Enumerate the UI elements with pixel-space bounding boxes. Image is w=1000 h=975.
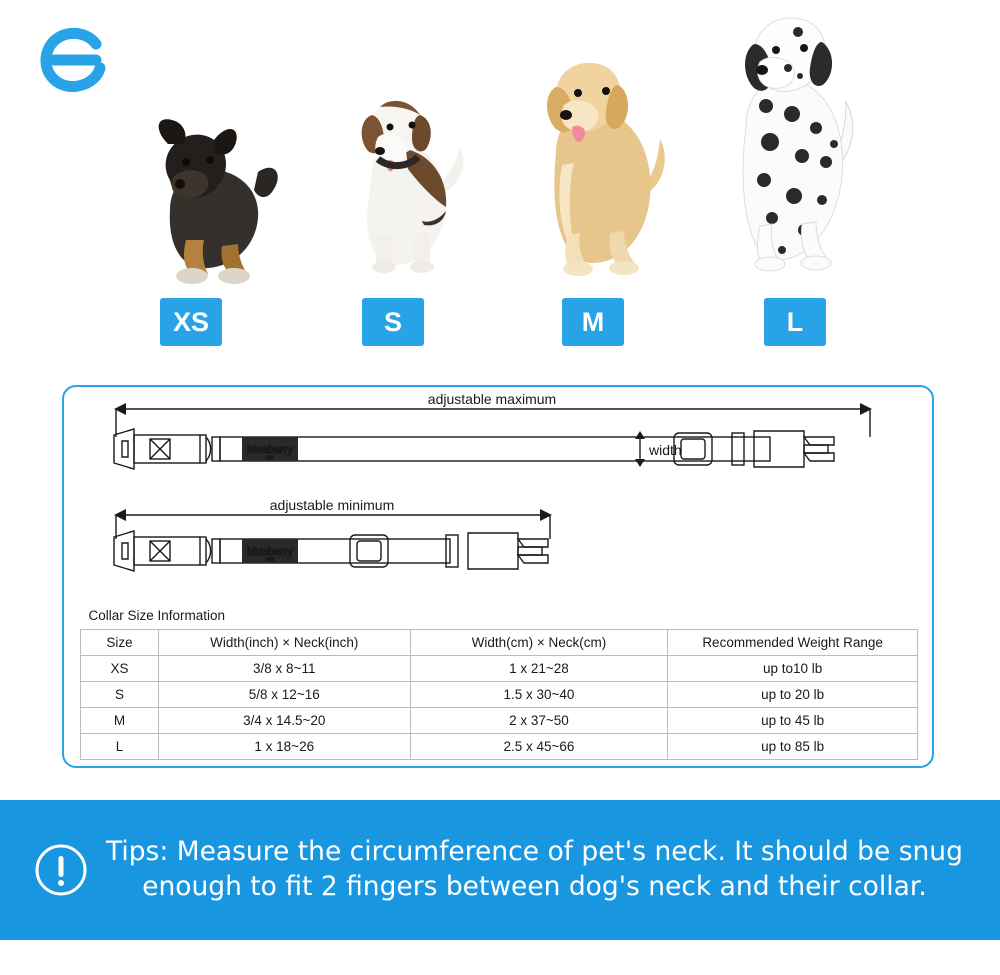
table-row	[81, 733, 918, 759]
cell-inch: 3/8 x 8~11	[158, 655, 410, 681]
cell-inch: 5/8 x 12~16	[158, 681, 410, 707]
size-badge-m: M	[562, 298, 624, 346]
cell-weight: up to10 lb	[668, 655, 918, 681]
table-caption-row	[81, 603, 918, 629]
table-header-row	[81, 629, 918, 655]
th-size: Size	[81, 629, 159, 655]
th-width-neck-inch: Width(inch) × Neck(inch)	[158, 629, 410, 655]
dog-photo-l	[706, 10, 866, 290]
dog-photo-s	[328, 75, 478, 290]
dog-illustrations	[0, 0, 1000, 290]
collar-size-table	[80, 603, 918, 760]
cell-cm: 2.5 x 45~66	[410, 733, 668, 759]
adjustable-maximum-label: adjustable maximum	[427, 391, 557, 407]
cell-weight: up to 85 lb	[668, 733, 918, 759]
collar-info-card	[62, 385, 934, 768]
width-label: width	[649, 442, 682, 458]
table-row	[81, 655, 918, 681]
size-table-wrap	[80, 603, 918, 760]
dog-photo-m	[518, 45, 678, 290]
cell-size: M	[81, 707, 159, 733]
tips-text	[106, 835, 991, 905]
cell-size: XS	[81, 655, 159, 681]
svg-text:PET: PET	[265, 455, 275, 460]
cell-size: L	[81, 733, 159, 759]
cell-cm: 2 x 37~50	[410, 707, 668, 733]
tips-line-2: enough to fit 2 fingers between dog's neck and their collar.	[142, 871, 927, 902]
svg-text:blueberry: blueberry	[247, 546, 293, 558]
collar-diagram	[64, 387, 932, 595]
tips-line-1: Tips: Measure the circumference of pet's neck. It should be snug	[106, 836, 963, 868]
exclamation-circle-icon	[34, 843, 88, 897]
dog-photo-xs	[130, 100, 290, 290]
svg-text:PET: PET	[265, 557, 275, 562]
table-row	[81, 681, 918, 707]
cell-weight: up to 45 lb	[668, 707, 918, 733]
tips-banner	[0, 800, 1000, 940]
cell-cm: 1.5 x 30~40	[410, 681, 668, 707]
cell-size: S	[81, 681, 159, 707]
cell-weight: up to 20 lb	[668, 681, 918, 707]
cell-inch: 3/4 x 14.5~20	[158, 707, 410, 733]
table-row	[81, 707, 918, 733]
table-caption: Collar Size Information	[81, 603, 918, 629]
cell-cm: 1 x 21~28	[410, 655, 668, 681]
size-badge-s: S	[362, 298, 424, 346]
svg-text:blueberry: blueberry	[247, 444, 293, 456]
cell-inch: 1 x 18~26	[158, 733, 410, 759]
size-badges	[0, 298, 1000, 350]
th-width-neck-cm: Width(cm) × Neck(cm)	[410, 629, 668, 655]
th-weight-range: Recommended Weight Range	[668, 629, 918, 655]
size-badge-xs: XS	[160, 298, 222, 346]
size-badge-l: L	[764, 298, 826, 346]
adjustable-minimum-label: adjustable minimum	[269, 497, 395, 513]
